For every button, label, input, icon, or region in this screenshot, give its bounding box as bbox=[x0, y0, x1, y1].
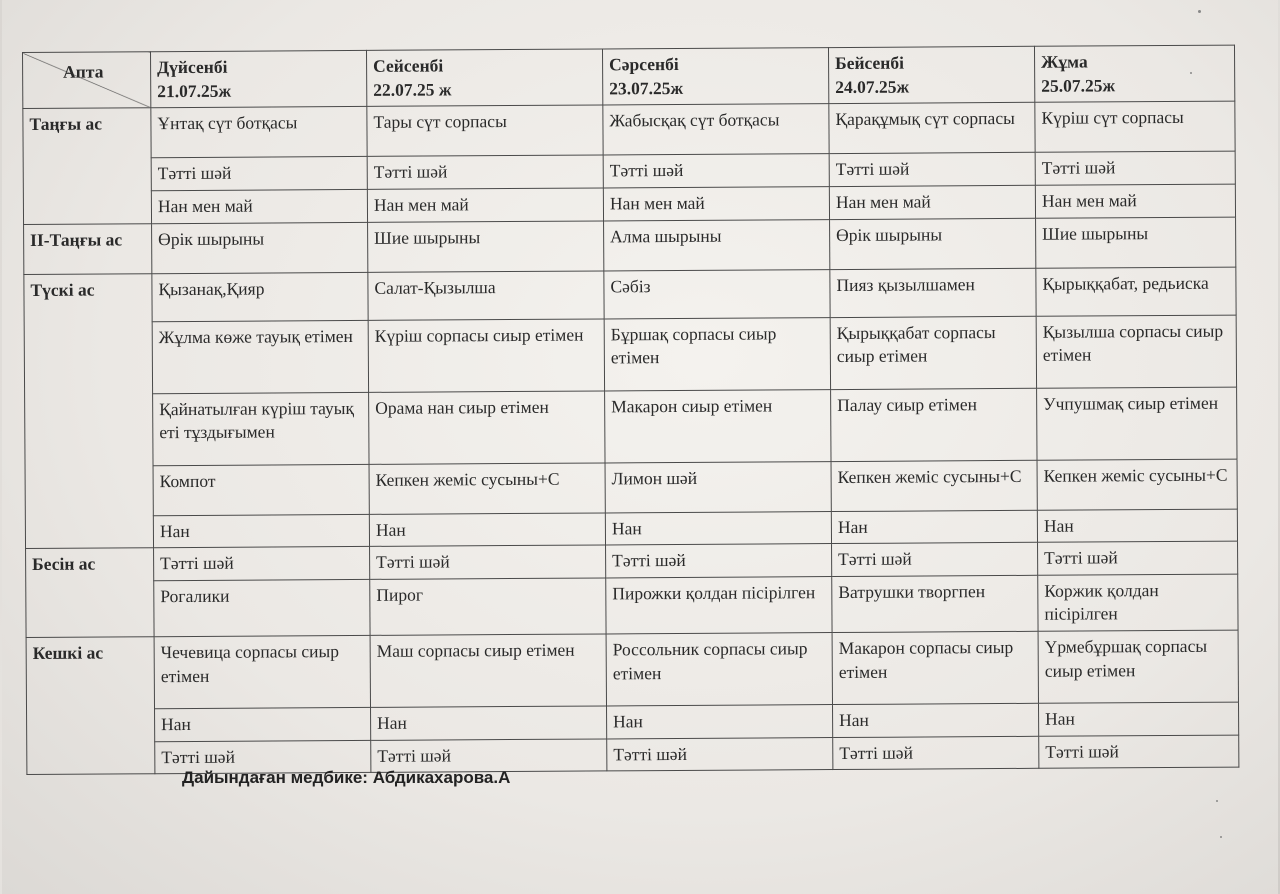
menu-cell: Тәтті шәй bbox=[607, 737, 833, 771]
menu-cell: Жұлма көже тауық етімен bbox=[152, 320, 368, 393]
menu-cell: Нан мен май bbox=[367, 188, 603, 222]
menu-cell: Нан bbox=[607, 705, 833, 739]
menu-cell: Алма шырыны bbox=[604, 219, 830, 270]
menu-cell: Нан bbox=[605, 511, 831, 545]
menu-cell: Нан мен май bbox=[603, 186, 829, 220]
menu-cell: Нан bbox=[153, 514, 369, 548]
day-date: 23.07.25ж bbox=[609, 77, 684, 99]
paper-speck bbox=[1220, 836, 1222, 838]
menu-row bbox=[24, 315, 1236, 394]
menu-cell: Палау сиыр етімен bbox=[831, 388, 1037, 461]
menu-row bbox=[24, 267, 1236, 322]
menu-cell: Тәтті шәй bbox=[1035, 151, 1235, 185]
menu-cell: Өрік шырыны bbox=[152, 222, 368, 273]
menu-cell: Жабысқақ сүт ботқасы bbox=[603, 104, 829, 155]
paper-speck bbox=[1190, 72, 1192, 74]
menu-cell: Қызанақ,Қияр bbox=[152, 272, 368, 321]
menu-cell: Нан bbox=[369, 512, 605, 546]
menu-cell: Шие шырыны bbox=[368, 220, 604, 271]
menu-cell: Лимон шәй bbox=[605, 461, 831, 512]
day-header-thursday bbox=[828, 46, 1034, 104]
menu-cell: Тәтті шәй bbox=[151, 157, 367, 191]
menu-cell: Пирожки қолдан пісірілген bbox=[606, 576, 832, 634]
menu-cell: Кепкен жеміс сусыны+С bbox=[831, 460, 1037, 511]
meal-lunch: Түскі ас bbox=[24, 273, 154, 548]
menu-cell: Маш сорпасы сиыр етімен bbox=[370, 634, 606, 707]
menu-cell: Чечевица сорпасы сиыр етімен bbox=[154, 635, 370, 708]
day-date: 21.07.25ж bbox=[157, 80, 232, 101]
header-row bbox=[23, 45, 1235, 109]
weekly-menu-table bbox=[22, 45, 1239, 776]
menu-row bbox=[25, 459, 1237, 516]
menu-cell: Нан мен май bbox=[1035, 184, 1235, 218]
menu-cell: Учпушмақ сиыр етімен bbox=[1037, 387, 1237, 460]
menu-cell: Нан bbox=[1037, 509, 1237, 543]
day-header-tuesday bbox=[366, 49, 602, 107]
menu-cell: Пияз қызылшамен bbox=[830, 268, 1036, 317]
menu-cell: Тәтті шәй bbox=[833, 736, 1039, 770]
menu-cell: Қызылша сорпасы сиыр етімен bbox=[1036, 315, 1236, 388]
menu-cell: Нан мен май bbox=[151, 189, 367, 223]
menu-row bbox=[23, 101, 1235, 158]
day-date: 22.07.25 ж bbox=[373, 79, 452, 100]
menu-row bbox=[24, 217, 1236, 274]
meal-afternoon-snack: Бесін ас bbox=[26, 548, 155, 638]
paper-sheet bbox=[2, 0, 1278, 894]
menu-cell: Орама нан сиыр етімен bbox=[369, 390, 605, 463]
menu-cell: Коржик қолдан пісірілген bbox=[1038, 574, 1238, 631]
day-name: Сейсенбі bbox=[373, 55, 444, 76]
menu-cell: Өрік шырыны bbox=[830, 218, 1036, 269]
menu-cell: Тәтті шәй bbox=[155, 740, 371, 774]
menu-cell: Россольник сорпасы сиыр етімен bbox=[606, 633, 832, 706]
day-name: Бейсенбі bbox=[835, 52, 905, 74]
menu-cell: Қайнатылған күріш тауық еті тұздығымен bbox=[153, 392, 369, 465]
menu-cell: Кепкен жеміс сусыны+С bbox=[1037, 459, 1237, 510]
menu-cell: Салат-Қызылша bbox=[368, 270, 604, 319]
menu-cell: Бұршақ сорпасы сиыр етімен bbox=[604, 317, 830, 390]
menu-cell: Тәтті шәй bbox=[367, 155, 603, 189]
prepared-by-signature: Дайындаған медбике: Абдикахарова.А bbox=[182, 768, 511, 787]
day-date: 25.07.25ж bbox=[1041, 74, 1116, 96]
menu-cell: Нан bbox=[371, 706, 607, 740]
day-name: Дүйсенбі bbox=[157, 56, 228, 78]
menu-cell: Нан bbox=[155, 707, 371, 741]
paper-speck bbox=[1198, 10, 1201, 13]
menu-cell: Нан bbox=[831, 510, 1037, 544]
day-header-friday bbox=[1034, 45, 1234, 102]
menu-cell: Макарон сорпасы сиыр етімен bbox=[832, 631, 1038, 704]
paper-speck bbox=[1216, 800, 1218, 802]
menu-cell: Қырыққабат сорпасы сиыр етімен bbox=[830, 316, 1036, 389]
menu-cell: Қырыққабат, редьиска bbox=[1036, 267, 1236, 316]
menu-cell: Үрмебұршақ сорпасы сиыр етімен bbox=[1038, 630, 1238, 703]
week-corner-cell bbox=[23, 52, 151, 109]
menu-cell: Макарон сиыр етімен bbox=[605, 389, 831, 462]
menu-cell: Тәтті шәй bbox=[371, 739, 607, 773]
menu-cell: Рогалики bbox=[154, 579, 370, 637]
day-name: Сәрсенбі bbox=[609, 53, 679, 75]
menu-cell: Тәтті шәй bbox=[606, 544, 832, 578]
menu-cell: Тәтті шәй bbox=[829, 153, 1035, 187]
menu-cell: Компот bbox=[153, 464, 369, 515]
menu-cell: Тәтті шәй bbox=[154, 547, 370, 581]
menu-cell: Ватрушки творгпен bbox=[832, 575, 1038, 633]
meal-breakfast: Таңғы ас bbox=[23, 108, 152, 224]
menu-cell: Тәтті шәй bbox=[603, 154, 829, 188]
menu-cell: Күріш сүт сорпасы bbox=[1035, 101, 1235, 152]
meal-second-breakfast: ІІ-Таңғы ас bbox=[24, 223, 152, 274]
menu-cell: Ұнтақ сүт ботқасы bbox=[151, 107, 367, 158]
menu-cell: Тәтті шәй bbox=[1038, 541, 1238, 575]
menu-row bbox=[26, 630, 1238, 709]
menu-row bbox=[25, 387, 1237, 466]
menu-cell: Нан bbox=[1038, 702, 1238, 736]
menu-cell: Тәтті шәй bbox=[370, 545, 606, 579]
menu-cell: Нан мен май bbox=[829, 185, 1035, 219]
menu-cell: Шие шырыны bbox=[1036, 217, 1236, 268]
meal-dinner: Кешкі ас bbox=[26, 637, 155, 775]
menu-cell: Тәтті шәй bbox=[832, 542, 1038, 576]
day-header-wednesday bbox=[602, 48, 828, 106]
day-date: 24.07.25ж bbox=[835, 76, 910, 97]
menu-cell: Нан bbox=[833, 703, 1039, 737]
week-label: Апта bbox=[63, 61, 104, 82]
menu-cell: Пирог bbox=[370, 578, 606, 636]
day-name: Жұма bbox=[1041, 51, 1088, 72]
menu-cell: Күріш сорпасы сиыр етімен bbox=[368, 318, 604, 391]
menu-cell: Тары сүт сорпасы bbox=[367, 105, 603, 156]
menu-cell: Сәбіз bbox=[604, 269, 830, 318]
menu-cell: Кепкен жеміс сусыны+С bbox=[369, 462, 605, 513]
menu-cell: Қарақұмық сүт сорпасы bbox=[829, 103, 1035, 154]
menu-cell: Тәтті шәй bbox=[1039, 735, 1239, 769]
day-header-monday bbox=[151, 50, 367, 108]
menu-row bbox=[26, 574, 1238, 638]
